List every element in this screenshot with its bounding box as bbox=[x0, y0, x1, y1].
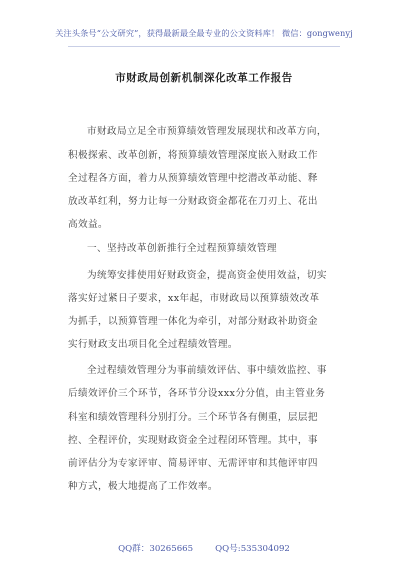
section-heading: 一、坚持改革创新推行全过程预算绩效管理 bbox=[87, 243, 277, 254]
paragraph-line: 为抓手，以预算管理一体化为牵引，对部分财政补助资金 bbox=[68, 316, 318, 327]
document-title: 市财政局创新机制深化改革工作报告 bbox=[115, 72, 293, 84]
footer-contact bbox=[0, 542, 408, 554]
qq-number: QQ号:535304092 bbox=[215, 544, 290, 554]
qq-group-number: QQ群：30265665 bbox=[118, 544, 194, 554]
paragraph-line: 科室和绩效管理科分别打分。三个环节各有侧重，层层把 bbox=[68, 412, 318, 423]
paragraph-line: 积极探索、改革创新，将预算绩效管理深度嵌入财政工作 bbox=[68, 150, 318, 161]
header-divider bbox=[68, 46, 340, 47]
paragraph-line: 前评估分为专家评审、简易评审、无需评审和其他评审四 bbox=[68, 458, 318, 469]
paragraph-line: 全过程绩效管理分为事前绩效评估、事中绩效监控、事 bbox=[87, 365, 327, 376]
paragraph-line: 全过程各方面，着力从预算绩效管理中挖潜改革动能、释 bbox=[68, 173, 318, 184]
paragraph-line: 放改革红利，努力让每一分财政资金都花在刀刃上、花出 bbox=[68, 196, 318, 207]
paragraph-line: 后绩效评价三个环节，各环节分设xxx分分值，由主管业务 bbox=[68, 388, 326, 399]
paragraph-line: 高效益。 bbox=[68, 219, 108, 230]
paragraph-line: 市财政局立足全市预算绩效管理发展现状和改革方向， bbox=[87, 126, 327, 137]
paragraph-line: 控、全程评价，实现财政资金全过程闭环管理。其中，事 bbox=[68, 435, 318, 446]
header-note: 关注头条号“公文研究”，获得最新最全最专业的公文资料库！ 微信：gongwenyj bbox=[55, 28, 353, 38]
paragraph-line: 种方式，极大地提高了工作效率。 bbox=[68, 481, 218, 492]
paragraph-line: 落实好过紧日子要求，xx年起，市财政局以预算绩效改革 bbox=[68, 293, 320, 304]
paragraph-line: 实行财政支出项目化全过程绩效管理。 bbox=[68, 339, 238, 350]
paragraph-line: 为统筹安排使用好财政资金，提高资金使用效益，切实 bbox=[87, 270, 327, 281]
